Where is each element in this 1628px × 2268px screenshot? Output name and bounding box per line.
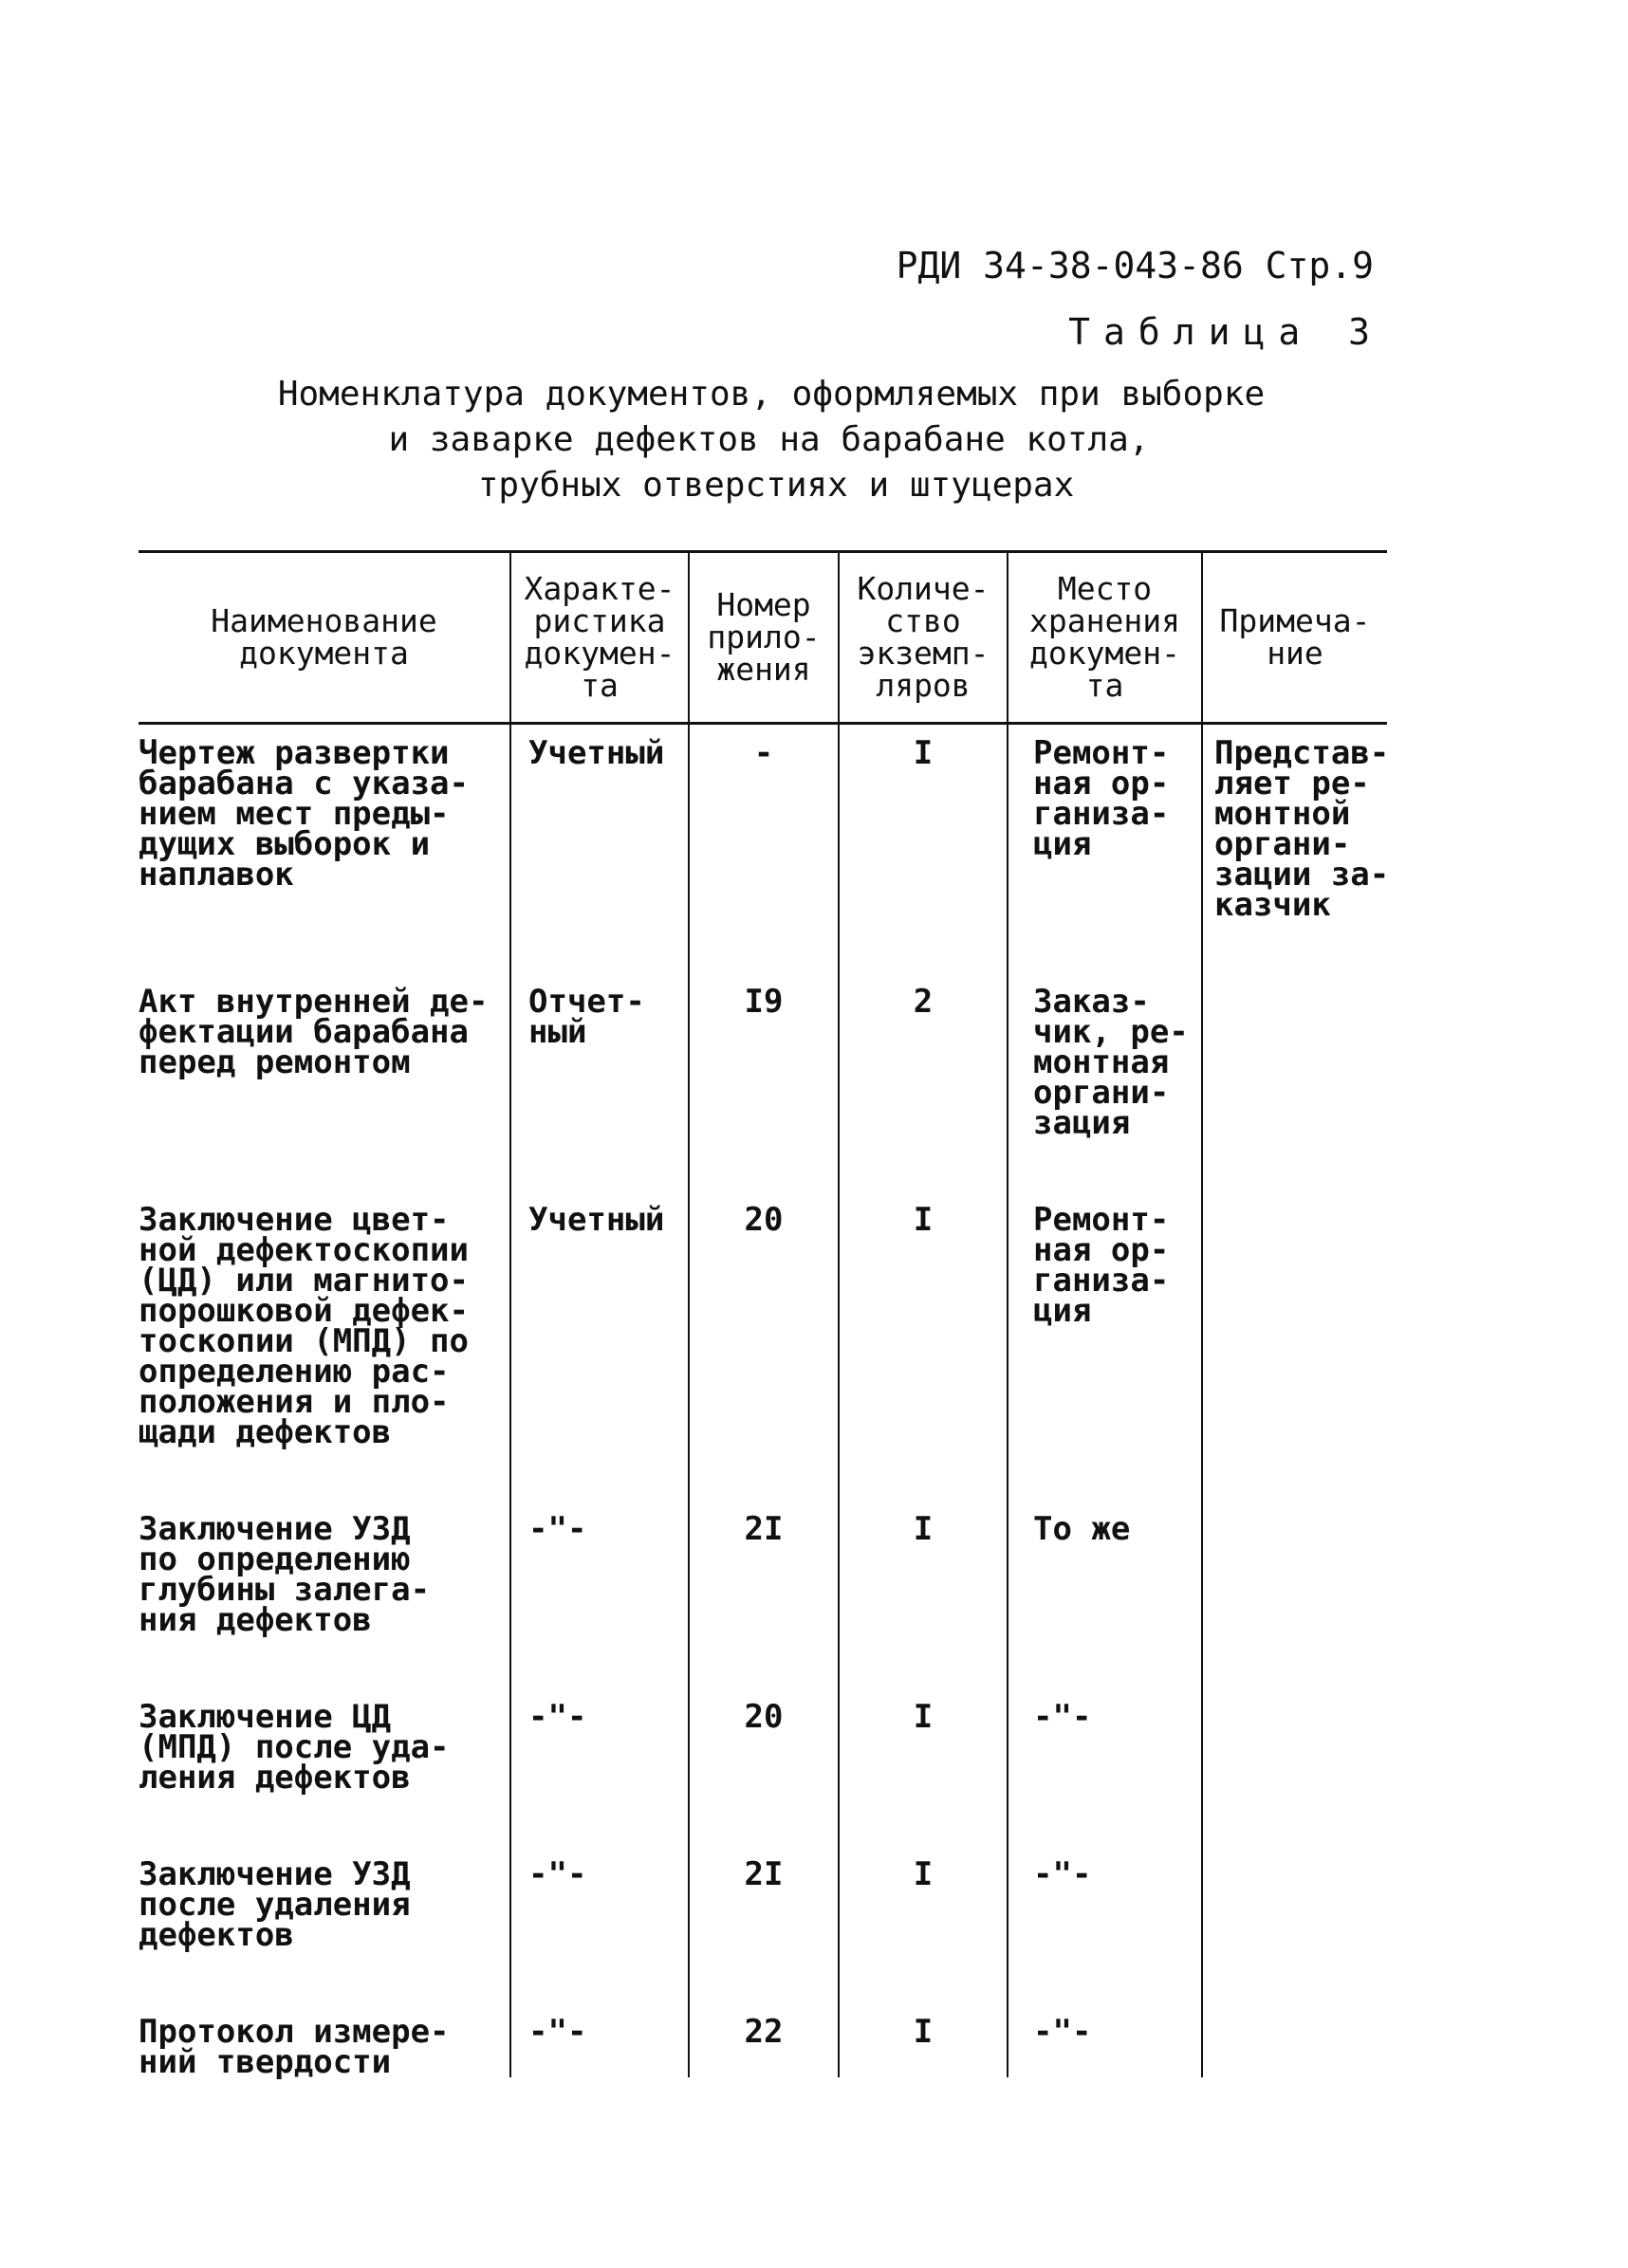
cell-text-line: Протокол измере- [139,2013,450,2051]
header-text-line: экземп- [857,635,990,672]
cell-appendix-number [689,1191,839,1501]
documents-table [139,550,1390,2081]
cell-characteristic [510,1846,689,2003]
cell-copies [839,1846,1008,2003]
cell-storage [1008,1846,1202,2003]
cell-text-line: ный [528,1013,587,1051]
cell-appendix-number [689,973,839,1191]
caption-line-2: и заварке дефектов на барабане котла, [388,420,1150,459]
cell-text-line: I [913,1855,934,1893]
cell-text-line: 20 [744,1201,784,1239]
caption-line-3: трубных отверстиях и штуцерах [477,466,1075,505]
cell-text-line: Отчет- [528,983,645,1021]
cell-note [1202,724,1390,974]
cell-characteristic [510,973,689,1191]
cell-text-line: ний твердости [139,2043,392,2081]
cell-copies [839,973,1008,1191]
cell-text-line: барабана с указа- [139,765,469,802]
cell-text-line: -"- [528,1855,587,1893]
header-name [139,552,510,724]
header-text-line: докумен- [1029,635,1180,672]
cell-note [1202,973,1387,1191]
header-text-line: та [1085,667,1124,704]
cell-characteristic [510,1191,689,1501]
cell-text-line: ления дефектов [139,1759,411,1797]
cell-storage [1008,1191,1202,1501]
cell-storage [1008,724,1202,974]
cell-text-line: зация [1033,1104,1131,1142]
cell-document-name [139,1191,510,1501]
cell-text-line: монтной [1214,795,1351,833]
table-caption [0,372,1628,508]
cell-document-name [139,1501,510,1688]
cell-text-line: перед ремонтом [139,1043,411,1081]
table-row [139,1501,1387,1688]
table-body [139,724,1390,2081]
cell-document-name [139,1688,510,1846]
header-characteristic [510,552,689,724]
cell-text-line: ная ор- [1033,765,1170,802]
cell-text-line: дущих выборок и [139,825,431,863]
cell-text-line: Представ- [1214,734,1390,772]
cell-text-line: определению рас- [139,1353,450,1391]
cell-text-line: ганиза- [1033,795,1170,833]
cell-text-line: ция [1033,825,1092,863]
cell-text-line: То же [1033,1510,1131,1548]
cell-text-line: I [913,1201,934,1239]
cell-text-line: 2I [744,1510,784,1548]
caption-line-1: Номенклатура документов, оформляемых при выборке [277,375,1266,414]
cell-text-line: монтная [1033,1043,1170,1081]
cell-text-line: чик, ре- [1033,1013,1189,1051]
cell-text-line: 2I [744,1855,784,1893]
header-text-line: та [581,667,619,704]
header-text-line: Количе- [857,570,990,607]
cell-text-line: щади дефектов [139,1413,392,1451]
header-text-line: документа [239,635,409,672]
header-text-line: Характе- [524,570,675,607]
header-text-line: Примеча- [1219,602,1371,639]
cell-text-line: - [753,734,774,772]
cell-storage [1008,1501,1202,1688]
cell-document-name [139,724,510,974]
cell-text-line: -"- [528,2013,587,2051]
table-row [139,1191,1387,1501]
header-text-line: ние [1267,635,1323,672]
cell-text-line: по определению [139,1540,411,1578]
header-text-line: ляров [876,667,971,704]
cell-text-line: наплавок [139,856,294,894]
cell-text-line: 20 [744,1698,784,1736]
cell-characteristic [510,1501,689,1688]
cell-text-line: тоскопии (МПД) по [139,1322,469,1360]
header-appendix-number [689,552,839,724]
cell-text-line: I [913,1698,934,1736]
cell-document-name [139,973,510,1191]
cell-text-line: Заключение УЗД [139,1510,411,1548]
cell-text-line: I [913,2013,934,2051]
header-row [139,552,1387,724]
cell-copies [839,2003,1008,2077]
cell-text-line: нием мест преды- [139,795,450,833]
cell-text-line: Учетный [528,1201,665,1239]
cell-note [1202,1191,1387,1501]
cell-text-line: фектации барабана [139,1013,469,1051]
table-number: Таблица 3 [1068,311,1383,353]
cell-storage [1008,1688,1202,1846]
cell-text-line: ния дефектов [139,1601,372,1639]
cell-storage [1008,2003,1202,2077]
header-copies [839,552,1008,724]
cell-text-line: порошковой дефек- [139,1292,469,1330]
header-text-line: докумен- [524,635,675,672]
cell-text-line: (ЦД) или магнито- [139,1262,469,1300]
table-row [139,2003,1387,2077]
cell-copies [839,1191,1008,1501]
cell-text-line: глубины залега- [139,1571,431,1609]
cell-text-line: I [913,1510,934,1548]
table-row [139,1688,1387,1846]
cell-appendix-number [689,1501,839,1688]
cell-text-line: казчик [1214,886,1331,924]
header-text-line: ство [885,602,961,639]
cell-characteristic [510,724,689,974]
documents-table-container [139,550,1390,2081]
cell-note [1202,1501,1387,1688]
cell-document-name [139,1846,510,2003]
header-text-line: жения [716,651,811,688]
cell-storage [1008,973,1202,1191]
cell-text-line: -"- [1033,1855,1092,1893]
cell-document-name [139,2003,510,2081]
cell-appendix-number [689,1688,839,1846]
cell-text-line: Чертеж развертки [139,734,450,772]
cell-text-line: -"- [1033,1698,1092,1736]
cell-text-line: Ремонт- [1033,1201,1170,1239]
cell-text-line: -"- [528,1698,587,1736]
header-storage [1008,552,1202,724]
header-text-line: Наименование [211,602,437,639]
table-row [139,1846,1387,2003]
cell-appendix-number [689,2003,839,2077]
cell-text-line: 22 [744,2013,784,2051]
cell-text-line: положения и пло- [139,1383,450,1421]
cell-text-line: Акт внутренней де- [139,983,489,1021]
cell-appendix-number [689,1846,839,2003]
header-text-line: Номер [716,586,811,623]
cell-text-line: (МПД) после уда- [139,1728,450,1766]
cell-text-line: зации за- [1214,856,1390,894]
table-row [139,724,1387,974]
cell-text-line: ная ор- [1033,1231,1170,1269]
cell-text-line: органи- [1214,825,1351,863]
cell-copies [839,1688,1008,1846]
document-code: РДИ 34-38-043-86 Стр.9 [896,245,1374,286]
cell-text-line: ной дефектоскопии [139,1231,469,1269]
header-text-line: ристика [533,602,666,639]
cell-text-line: ганиза- [1033,1262,1170,1300]
cell-characteristic [510,1688,689,1846]
cell-text-line: ция [1033,1292,1092,1330]
cell-text-line: Заключение цвет- [139,1201,450,1239]
cell-appendix-number [689,724,839,974]
header-text-line: прило- [707,618,821,655]
cell-text-line: I9 [744,983,784,1021]
cell-text-line: -"- [528,1510,587,1548]
cell-text-line: Заключение УЗД [139,1855,411,1893]
cell-note [1202,1688,1387,1846]
cell-text-line: Заказ- [1033,983,1150,1021]
cell-text-line: органи- [1033,1074,1170,1112]
table-header [139,552,1387,724]
cell-text-line: ляет ре- [1214,765,1370,802]
table-row [139,973,1387,1191]
cell-note [1202,2003,1387,2077]
header-note [1202,552,1387,724]
cell-text-line: -"- [1033,2013,1092,2051]
cell-text-line: дефектов [139,1916,294,1954]
cell-characteristic [510,2003,689,2077]
cell-text-line: 2 [913,983,934,1021]
cell-copies [839,724,1008,974]
cell-text-line: после удаления [139,1886,411,1924]
cell-text-line: Заключение ЦД [139,1698,392,1736]
header-text-line: хранения [1029,602,1180,639]
header-text-line: Место [1057,570,1153,607]
cell-text-line: Ремонт- [1033,734,1170,772]
cell-note [1202,1846,1387,2003]
cell-text-line: Учетный [528,734,665,772]
cell-copies [839,1501,1008,1688]
cell-text-line: I [913,734,934,772]
